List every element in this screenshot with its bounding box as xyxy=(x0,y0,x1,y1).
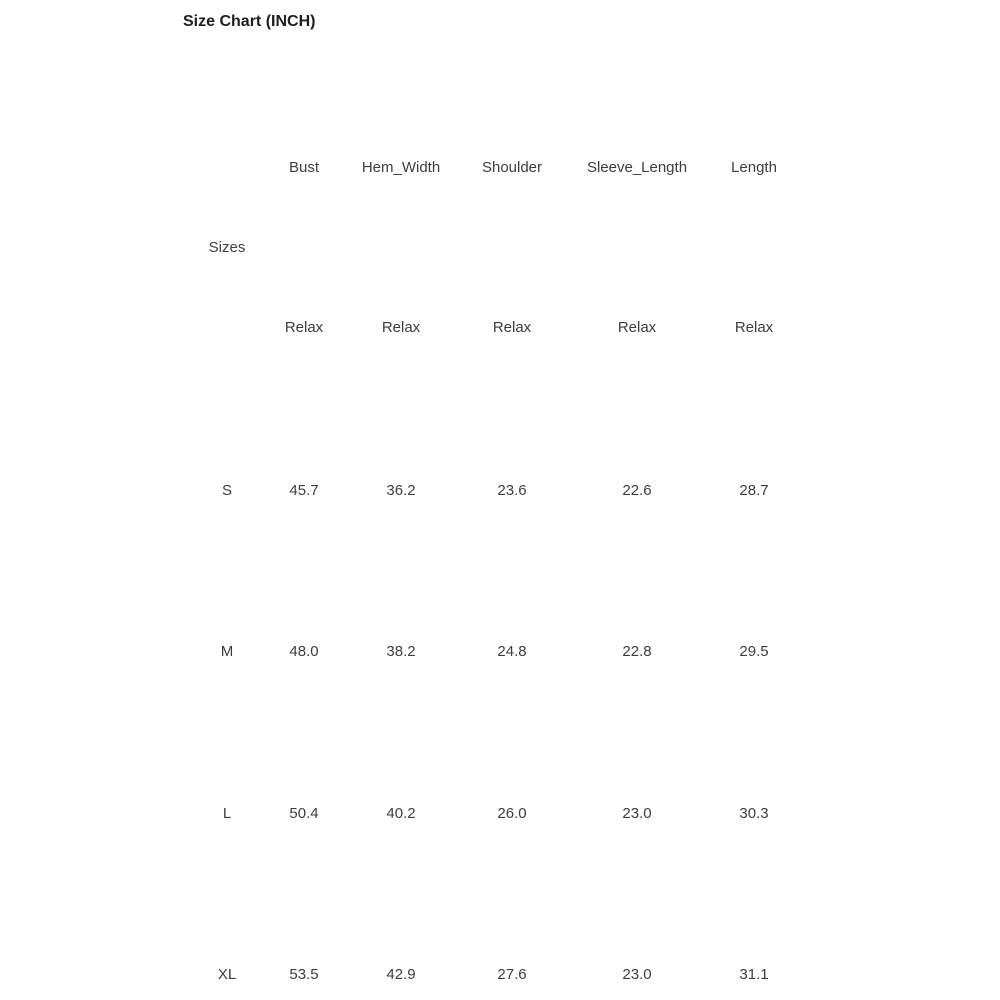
value-cell: 29.5 xyxy=(739,643,769,660)
size-label: S xyxy=(221,482,232,499)
table-row xyxy=(0,643,1000,661)
value-cell: 38.2 xyxy=(386,643,416,660)
value-cell: 23.6 xyxy=(497,482,527,499)
fit-label: Relax xyxy=(734,319,774,336)
table-row xyxy=(0,805,1000,823)
value-cell: 24.8 xyxy=(497,643,527,660)
value-cell: 40.2 xyxy=(386,805,416,822)
column-header-sleeve-length: Sleeve_Length xyxy=(586,159,688,176)
table-row xyxy=(0,966,1000,984)
fit-label: Relax xyxy=(492,319,532,336)
value-cell: 22.8 xyxy=(622,643,652,660)
column-header-shoulder: Shoulder xyxy=(481,159,543,176)
value-cell: 23.0 xyxy=(622,805,652,822)
fit-label: Relax xyxy=(284,319,324,336)
column-header-hem-width: Hem_Width xyxy=(361,159,441,176)
value-cell: 45.7 xyxy=(289,482,319,499)
fit-label: Relax xyxy=(617,319,657,336)
value-cell: 53.5 xyxy=(289,966,319,983)
value-cell: 30.3 xyxy=(739,805,769,822)
value-cell: 48.0 xyxy=(289,643,319,660)
value-cell: 28.7 xyxy=(739,482,769,499)
table-header-row xyxy=(0,159,1000,177)
column-header-bust: Bust xyxy=(288,159,319,176)
value-cell: 26.0 xyxy=(497,805,527,822)
value-cell: 23.0 xyxy=(622,966,652,983)
value-cell: 42.9 xyxy=(386,966,416,983)
value-cell: 36.2 xyxy=(386,482,416,499)
value-cell: 27.6 xyxy=(497,966,527,983)
page-title: Size Chart (INCH) xyxy=(183,13,316,30)
value-cell: 31.1 xyxy=(739,966,769,983)
size-label: XL xyxy=(217,966,237,983)
value-cell: 22.6 xyxy=(622,482,652,499)
value-cell: 50.4 xyxy=(289,805,319,822)
column-header-length: Length xyxy=(731,159,777,176)
index-name-row xyxy=(0,239,1000,257)
fit-row xyxy=(0,319,1000,337)
fit-label: Relax xyxy=(381,319,421,336)
index-name-label: Sizes xyxy=(208,239,246,256)
size-label: M xyxy=(220,643,234,660)
size-label: L xyxy=(222,805,232,822)
table-row xyxy=(0,482,1000,500)
